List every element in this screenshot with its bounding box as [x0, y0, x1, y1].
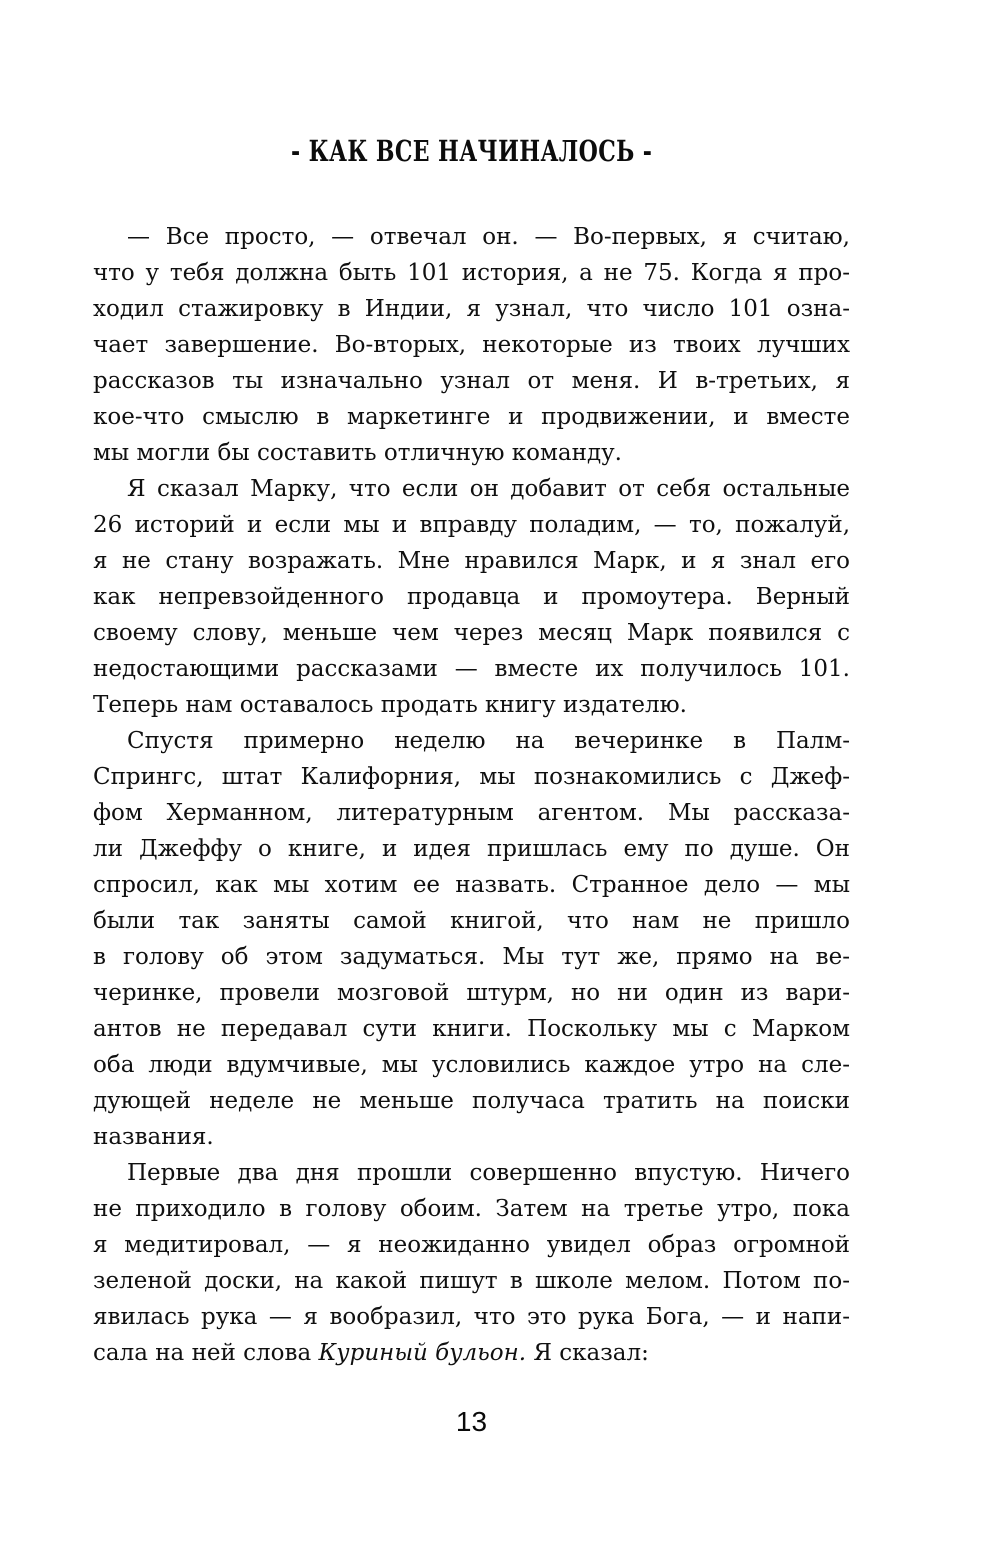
- text-segment: рассказов ты изначально узнал от меня. И в-третьих, я: [93, 368, 850, 394]
- text-segment: не приходило в голову обоим. Затем на третье утро, пока: [93, 1196, 850, 1222]
- text-segment: черинке, провели мозговой штурм, но ни один из вари-: [93, 980, 850, 1006]
- text-line: [93, 255, 850, 291]
- text-line: [93, 471, 850, 507]
- text-segment: я медитировал, — я неожиданно увидел образ огромной: [93, 1232, 850, 1258]
- text-line: [93, 939, 850, 975]
- text-line: [93, 687, 850, 723]
- text-segment: я не стану возражать. Мне нравился Марк, и я знал его: [93, 548, 850, 574]
- text-segment: Я сказал Марку, что если он добавит от себя остальные: [127, 476, 850, 502]
- text-line: [93, 1191, 850, 1227]
- text-segment: — Все просто, — отвечал он. — Во-первых, я считаю,: [127, 224, 850, 250]
- text-line: [93, 543, 850, 579]
- text-line: [93, 1335, 850, 1371]
- text-line: [93, 975, 850, 1011]
- text-segment: спросил, как мы хотим ее назвать. Странное дело — мы: [93, 872, 850, 898]
- text-segment: 26 историй и если мы и вправду поладим, — то, пожалуй,: [93, 512, 850, 538]
- text-line: [93, 363, 850, 399]
- text-segment: антов не передавал сути книги. Поскольку мы с Марком: [93, 1016, 850, 1042]
- text-segment: Первые два дня прошли совершенно впустую. Ничего: [127, 1160, 850, 1186]
- text-segment: Спрингс, штат Калифорния, мы познакомились с Джеф-: [93, 764, 850, 790]
- text-line: [93, 327, 850, 363]
- text-segment: ли Джеффу о книге, и идея пришлась ему по душе. Он: [93, 836, 850, 862]
- text-line: [93, 795, 850, 831]
- text-line: [93, 507, 850, 543]
- text-segment: что у тебя должна быть 101 история, а не 75. Когда я про-: [93, 260, 850, 286]
- text-segment: кое-что смыслю в маркетинге и продвижении, и вместе: [93, 404, 850, 430]
- text-line: [93, 1119, 850, 1155]
- text-segment: фом Херманном, литературным агентом. Мы рассказа-: [93, 800, 850, 826]
- text-segment: дующей неделе не меньше получаса тратить на поиски: [93, 1088, 850, 1114]
- page-number: 13: [455, 1406, 488, 1437]
- text-segment: ходил стажировку в Индии, я узнал, что число 101 озна-: [93, 296, 850, 322]
- text-line: [93, 723, 850, 759]
- chapter-title: - КАК ВСЕ НАЧИНАЛОСЬ -: [290, 134, 653, 168]
- text-segment: явилась рука — я вообразил, что это рука Бога, — и напи-: [93, 1304, 850, 1330]
- text-line: [93, 1011, 850, 1047]
- text-block: [93, 219, 850, 1371]
- text-line: [93, 1299, 850, 1335]
- text-line: [93, 831, 850, 867]
- text-segment: были так заняты самой книгой, что нам не пришло: [93, 908, 850, 934]
- text-line: [93, 615, 850, 651]
- text-line: [93, 399, 850, 435]
- text-line: [93, 1155, 850, 1191]
- text-line: [93, 1227, 850, 1263]
- chapter-header: [93, 134, 850, 168]
- text-line: [93, 1047, 850, 1083]
- text-line: [93, 903, 850, 939]
- text-line: [93, 291, 850, 327]
- text-segment: сала на ней слова: [93, 1340, 319, 1366]
- text-segment: названия.: [93, 1124, 214, 1150]
- paragraph: [93, 1155, 850, 1371]
- text-line: [93, 867, 850, 903]
- text-segment: чает завершение. Во-вторых, некоторые из твоих лучших: [93, 332, 850, 358]
- italic-book-title-text: Куриный бульон.: [318, 1340, 527, 1366]
- text-line: [93, 1263, 850, 1299]
- text-line: [93, 435, 850, 471]
- text-segment: в голову об этом задуматься. Мы тут же, прямо на ве-: [93, 944, 850, 970]
- text-segment: недостающими рассказами — вместе их получилось 101.: [93, 656, 850, 682]
- text-segment: своему слову, меньше чем через месяц Марк появился с: [93, 620, 850, 646]
- paragraph: [93, 471, 850, 723]
- text-line: [93, 579, 850, 615]
- text-segment: мы могли бы составить отличную команду.: [93, 440, 622, 466]
- text-segment: Спустя примерно неделю на вечеринке в Палм-: [127, 728, 850, 754]
- paragraph: [93, 723, 850, 1155]
- text-segment: оба люди вдумчивые, мы условились каждое утро на сле-: [93, 1052, 850, 1078]
- text-segment: Я сказал:: [526, 1340, 649, 1366]
- text-line: [93, 651, 850, 687]
- text-segment: как непревзойденного продавца и промоутера. Верный: [93, 584, 850, 610]
- text-line: [93, 1083, 850, 1119]
- text-segment: зеленой доски, на какой пишут в школе мелом. Потом по-: [93, 1268, 850, 1294]
- text-line: [93, 759, 850, 795]
- paragraph: [93, 219, 850, 471]
- text-line: [93, 219, 850, 255]
- text-segment: Теперь нам оставалось продать книгу издателю.: [93, 692, 687, 718]
